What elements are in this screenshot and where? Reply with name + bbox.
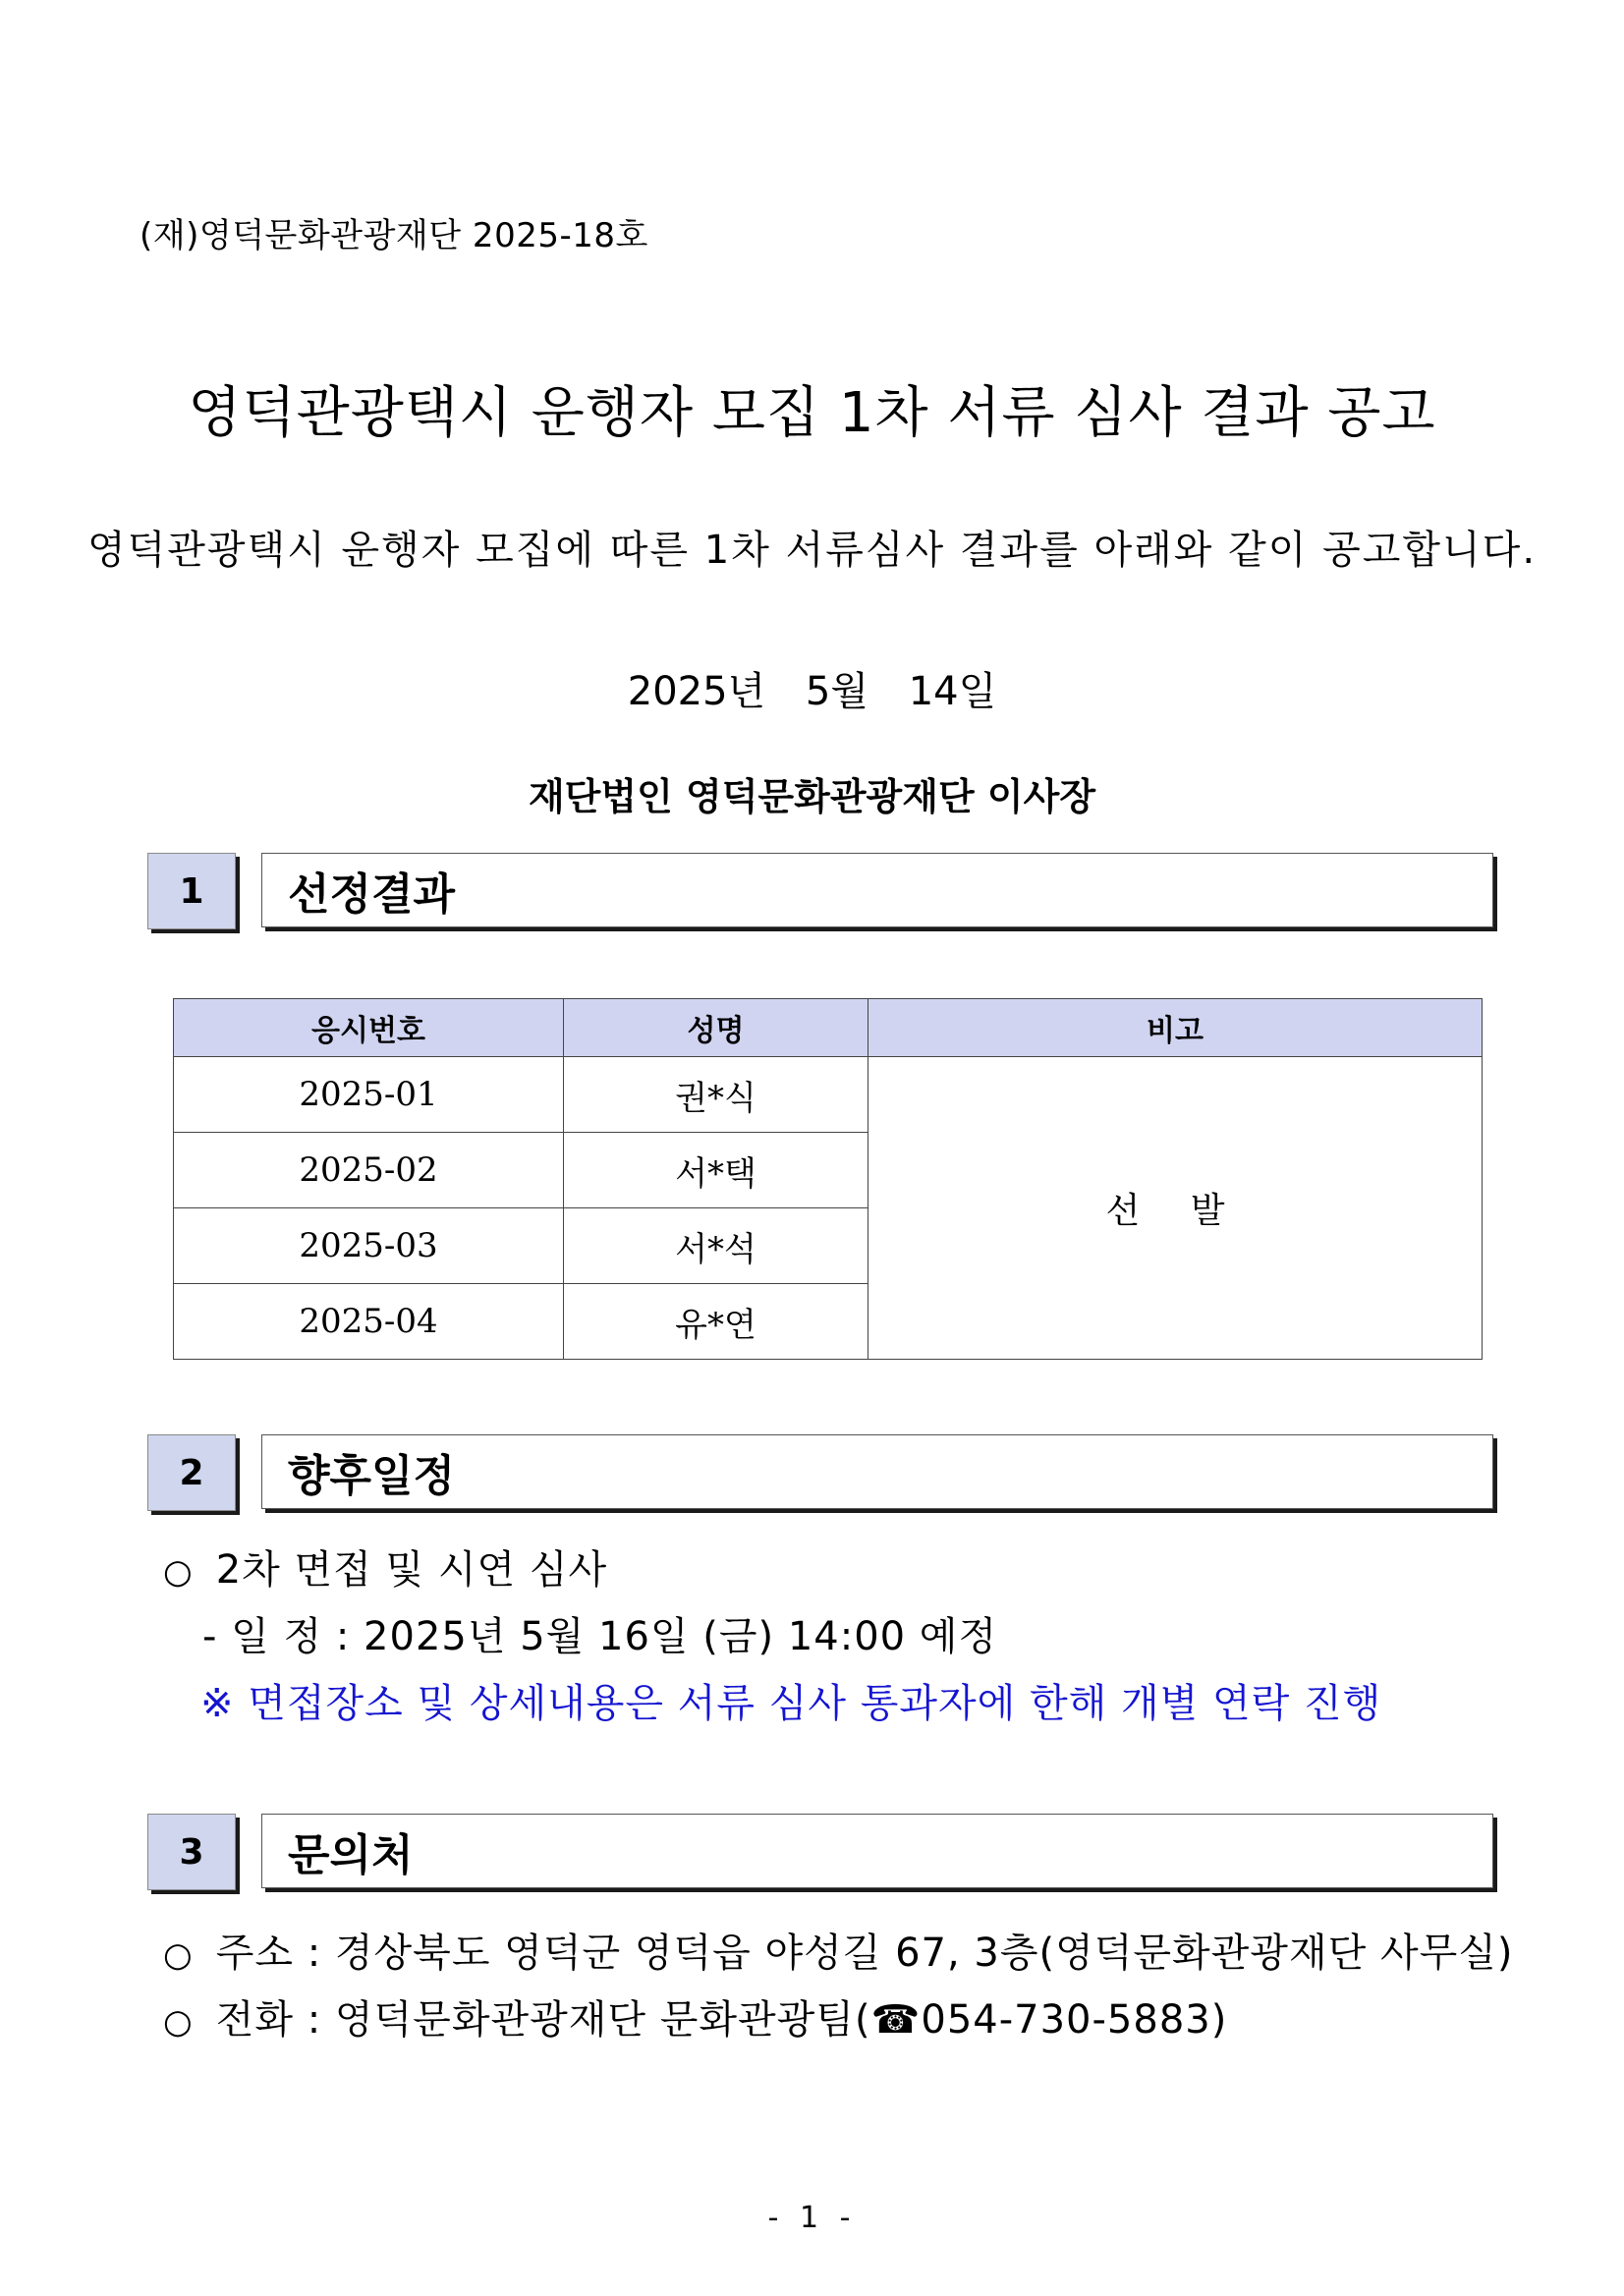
schedule-item-text: 2차 면접 및 시연 심사 xyxy=(215,1547,608,1593)
applicant-number: 2025-02 xyxy=(174,1133,564,1208)
selection-note: 선 발 xyxy=(868,1057,1483,1360)
circle-bullet-icon: ○ xyxy=(163,1552,194,1592)
applicant-number: 2025-04 xyxy=(174,1284,564,1360)
announcement-date: 2025년 5월 14일 xyxy=(627,669,997,714)
contact-address xyxy=(163,1922,1513,1978)
section-1-number: 1 xyxy=(147,853,236,929)
contact-address-text: 주소 : 경상북도 영덕군 영덕읍 야성길 67, 3층(영덕문화관광재단 사무실) xyxy=(215,1931,1514,1976)
issuer: 재단법인 영덕문화관광재단 이사장 xyxy=(528,775,1096,818)
column-header-number: 응시번호 xyxy=(174,999,564,1057)
section-1-title: 선정결과 xyxy=(261,853,1493,927)
table-header-row xyxy=(174,999,1483,1057)
column-header-name: 성명 xyxy=(564,999,868,1057)
document-number: (재)영덕문화관광재단 2025-18호 xyxy=(140,216,648,255)
contact-phone-text: 전화 : 영덕문화관광재단 문화관광팀(☎054-730-5883) xyxy=(215,1997,1228,2043)
page-title: 영덕관광택시 운행자 모집 1차 서류 심사 결과 공고 xyxy=(188,381,1436,445)
intro-text: 영덕관광택시 운행자 모집에 따른 1차 서류심사 결과를 아래와 같이 공고합니다. xyxy=(86,528,1538,573)
applicant-name: 유*연 xyxy=(564,1284,868,1360)
circle-bullet-icon: ○ xyxy=(163,1935,194,1975)
table-row xyxy=(174,1057,1483,1133)
results-table xyxy=(173,998,1483,1360)
schedule-item xyxy=(163,1539,607,1595)
applicant-name: 서*석 xyxy=(564,1208,868,1284)
applicant-number: 2025-01 xyxy=(174,1057,564,1133)
schedule-notice: ※ 면접장소 및 상세내용은 서류 심사 통과자에 한해 개별 연락 진행 xyxy=(200,1681,1382,1726)
schedule-detail: - 일 정 : 2025년 5월 16일 (금) 14:00 예정 xyxy=(202,1614,998,1659)
section-3-title: 문의처 xyxy=(261,1814,1493,1888)
contact-phone xyxy=(163,1988,1227,2044)
page-number: - 1 - xyxy=(767,2201,857,2235)
column-header-note: 비고 xyxy=(868,999,1483,1057)
section-2-title: 향후일정 xyxy=(261,1434,1493,1509)
applicant-name: 권*식 xyxy=(564,1057,868,1133)
applicant-number: 2025-03 xyxy=(174,1208,564,1284)
section-3-number: 3 xyxy=(147,1814,236,1890)
circle-bullet-icon: ○ xyxy=(163,2002,194,2042)
applicant-name: 서*택 xyxy=(564,1133,868,1208)
section-2-number: 2 xyxy=(147,1434,236,1511)
